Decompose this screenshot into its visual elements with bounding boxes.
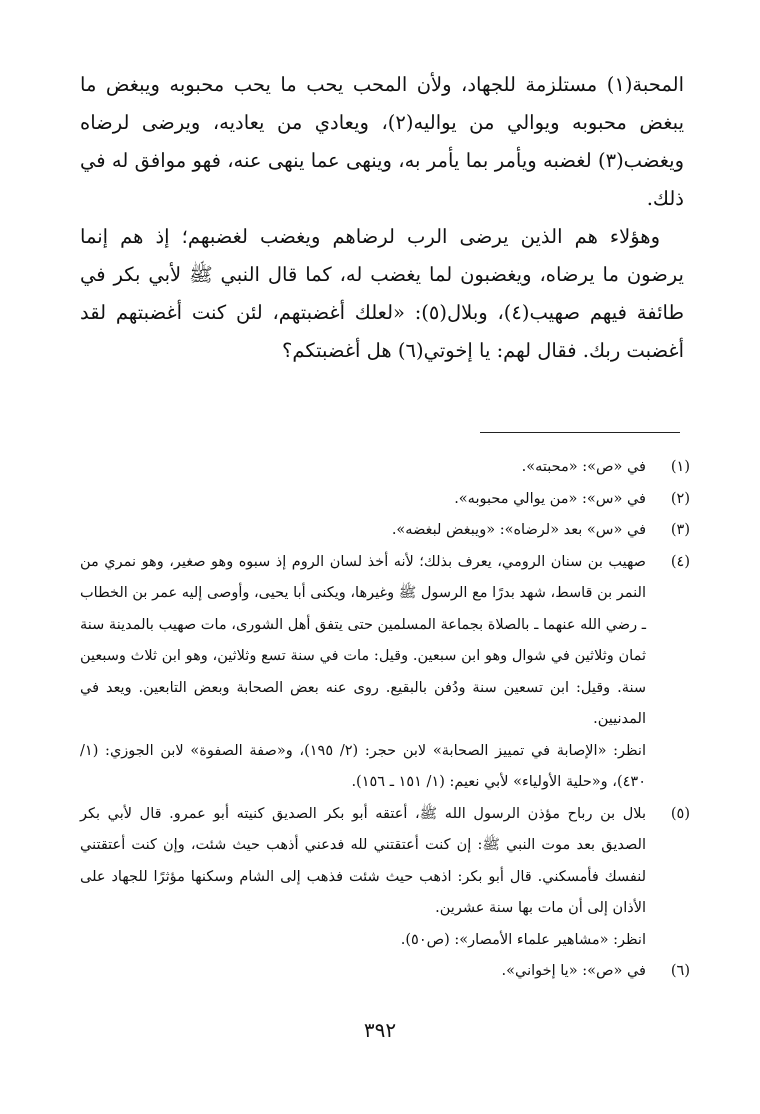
footnote-4 <box>80 547 690 799</box>
footnote-2 <box>80 484 690 516</box>
footnote-number: (١) <box>670 459 690 475</box>
body-paragraph-2: وهؤلاء هم الذين يرضى الرب لرضاهم ويغضب لغضبهم؛ إذ هم إنما يرضون ما يرضاه، ويغضبون لما يغضب له، كما قال النبي ﷺ لأبي بكر في طائفة فيهم صهيب(٤)، وبلال(٥): «لعلك أغضبتهم، لئن كنت أغضبتهم لقد أغضبت ربك. فقال لهم: يا إخوتي(٦) هل أغضبتكم؟ <box>80 225 684 362</box>
footnote-number: (٣) <box>670 522 690 538</box>
footnote-number: (٥) <box>670 805 690 822</box>
footnote-text: في «ص»: «محبته». <box>521 459 646 475</box>
footnote-reference: انظر: «مشاهير علماء الأمصار»: (ص٥٠). <box>400 931 646 948</box>
footnote-reference: انظر: «الإصابة في تمييز الصحابة» لابن حجر: (٢/ ١٩٥)، و«صفة الصفوة» لابن الجوزي: (١/ ٤٣٠)، و«حلية الأولياء» لأبي نعيم: (١/ ١٥١ ـ ١٥٦). <box>80 742 646 790</box>
body-paragraph-1: المحبة(١) مستلزمة للجهاد، ولأن المحب يحب ما يحب محبوبه ويبغض ما يبغض محبوبه ويوالي من يواليه(٢)، ويعادي من يعاديه، ويرضى لرضاه ويغضب(٣) لغضبه ويأمر بما يأمر به، وينهى عما ينهى عنه، فهو موافق له في ذلك. <box>80 73 684 210</box>
footnote-3 <box>80 515 690 547</box>
page-number: ٣٩٢ <box>363 1018 397 1042</box>
footnote-text: بلال بن رباح مؤذن الرسول الله ﷺ، أعتقه أبو بكر الصديق كنيته أبو عمرو. قال لأبي بكر الصديق بعد موت النبي ﷺ: إن كنت أعتقتني لله فدعني أذهب حيث شئت، وإن كنت أعتقتني لنفسك فأمسكني. قال أبو بكر: اذهب حيث شئت فذهب إلى الشام وسكنها مؤثرًا للجهاد على الأذان إلى أن مات بها سنة عشرين. <box>80 805 646 916</box>
footnote-text: في «ص»: «يا إخواني». <box>501 963 646 979</box>
footnote-1 <box>80 452 690 484</box>
footnote-text: صهيب بن سنان الرومي، يعرف بذلك؛ لأنه أخذ لسان الروم إذ سبوه وهو صغير، وهو نمري من النمر بن قاسط، شهد بدرًا مع الرسول ﷺ وغيرها، ويكنى أبا يحيى، وأوصى إليه عمر بن الخطاب ـ رضي الله عنهما ـ بالصلاة بجماعة المسلمين حتى يتفق أهل الشورى، مات صهيب بالمدينة سنة ثمان وثلاثين في شوال وهو ابن سبعين. وقيل: مات في سنة تسع وثلاثين، وهو ابن ثلاث وسبعين سنة. وقيل: ابن تسعين سنة ودُفن بالبقيع. روى عنه بعض الصحابة وبعض التابعين. ويعد في المدنيين. <box>80 553 646 727</box>
footnote-number: (٦) <box>670 963 690 979</box>
footnotes <box>80 452 690 988</box>
footnote-number: (٢) <box>670 490 690 507</box>
footnote-5 <box>80 799 690 957</box>
main-text <box>80 66 684 370</box>
footnote-separator <box>480 432 680 433</box>
footnote-text: في «س» بعد «لرضاه»: «ويبغض لبغضه». <box>391 522 646 538</box>
footnote-6 <box>80 956 690 988</box>
footnote-text: في «س»: «من يوالي محبوبه». <box>454 490 646 507</box>
footnote-number: (٤) <box>670 553 690 570</box>
